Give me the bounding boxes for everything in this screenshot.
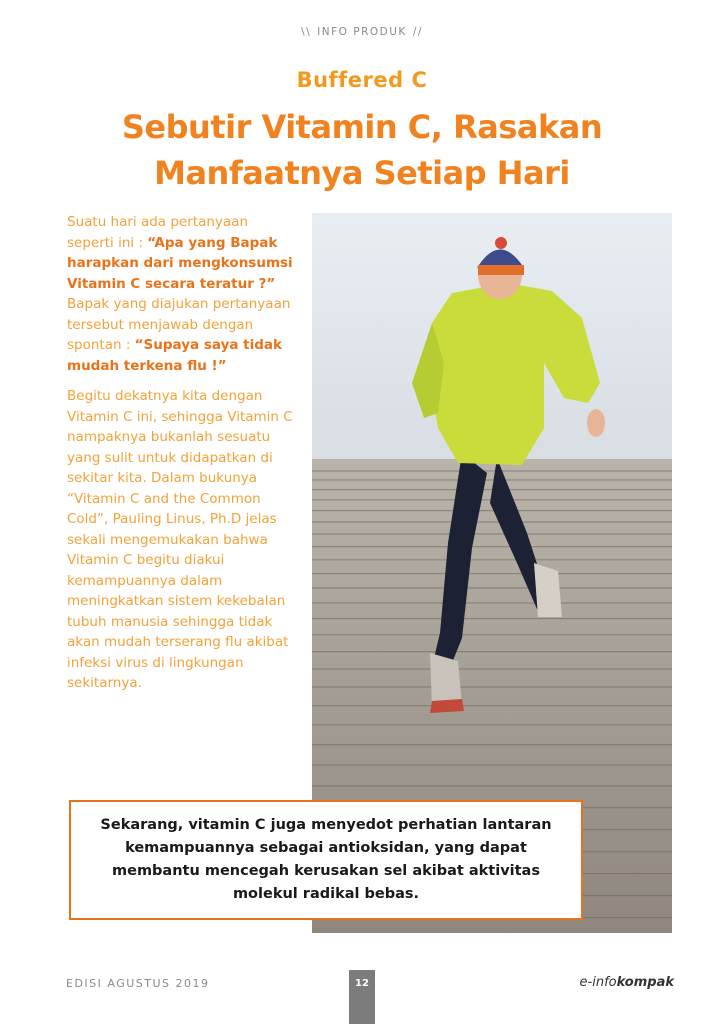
slash-left: \\	[301, 26, 312, 38]
intro-text-2: Bapak yang diajukan pertanyaan tersebut menjawab dengan spontan :	[67, 296, 291, 353]
headline-line-2: Manfaatnya Setiap Hari	[154, 154, 570, 192]
intro-paragraph	[67, 212, 295, 376]
body-column	[67, 212, 295, 704]
question-quote: “Apa yang Bapak harapkan dari mengkonsumsi Vitamin C secara teratur ?”	[67, 234, 293, 292]
body-paragraph: Begitu dekatnya kita dengan Vitamin C ini, sehingga Vitamin C nampaknya bukanlah sesuatu yang sulit untuk didapatkan di sekitar kita. Dalam bukunya “Vitamin C and the Common Cold”, Pauling Linus, Ph.D jelas sekali mengemukakan bahwa Vitamin C begitu diakui kemampuannya dalam meningkatkan sistem kekebalan tubuh manusia sehingga tidak akan mudah terserang flu akibat infeksi virus di lingkungan sekitarnya.	[67, 388, 293, 691]
brand-suffix: kompak	[616, 975, 674, 990]
callout-text: Sekarang, vitamin C juga menyedot perhatian lantaran kemampuannya sebagai antioksidan, yang dapat membantu mencegah kerusakan sel akibat aktivitas molekul radikal bebas.	[100, 817, 552, 902]
section-label	[0, 26, 724, 38]
edition-label: EDISI AGUSTUS 2019	[66, 977, 210, 990]
product-kicker: Buffered C	[296, 68, 428, 92]
brand-prefix: e-info	[579, 975, 617, 990]
highlight-callout	[69, 800, 583, 920]
headline	[0, 104, 724, 196]
intro-text-1: Suatu hari ada pertanyaan seperti ini :	[67, 214, 249, 251]
headline-line-1: Sebutir Vitamin C, Rasakan	[121, 108, 603, 146]
page-number-tab	[349, 970, 375, 1024]
page-number: 12	[355, 978, 369, 989]
answer-quote: “Supaya saya tidak mudah terkena flu !”	[67, 337, 283, 374]
slash-right: //	[412, 26, 423, 38]
brand-logo	[580, 975, 674, 990]
section-name: INFO PRODUK	[317, 26, 407, 38]
